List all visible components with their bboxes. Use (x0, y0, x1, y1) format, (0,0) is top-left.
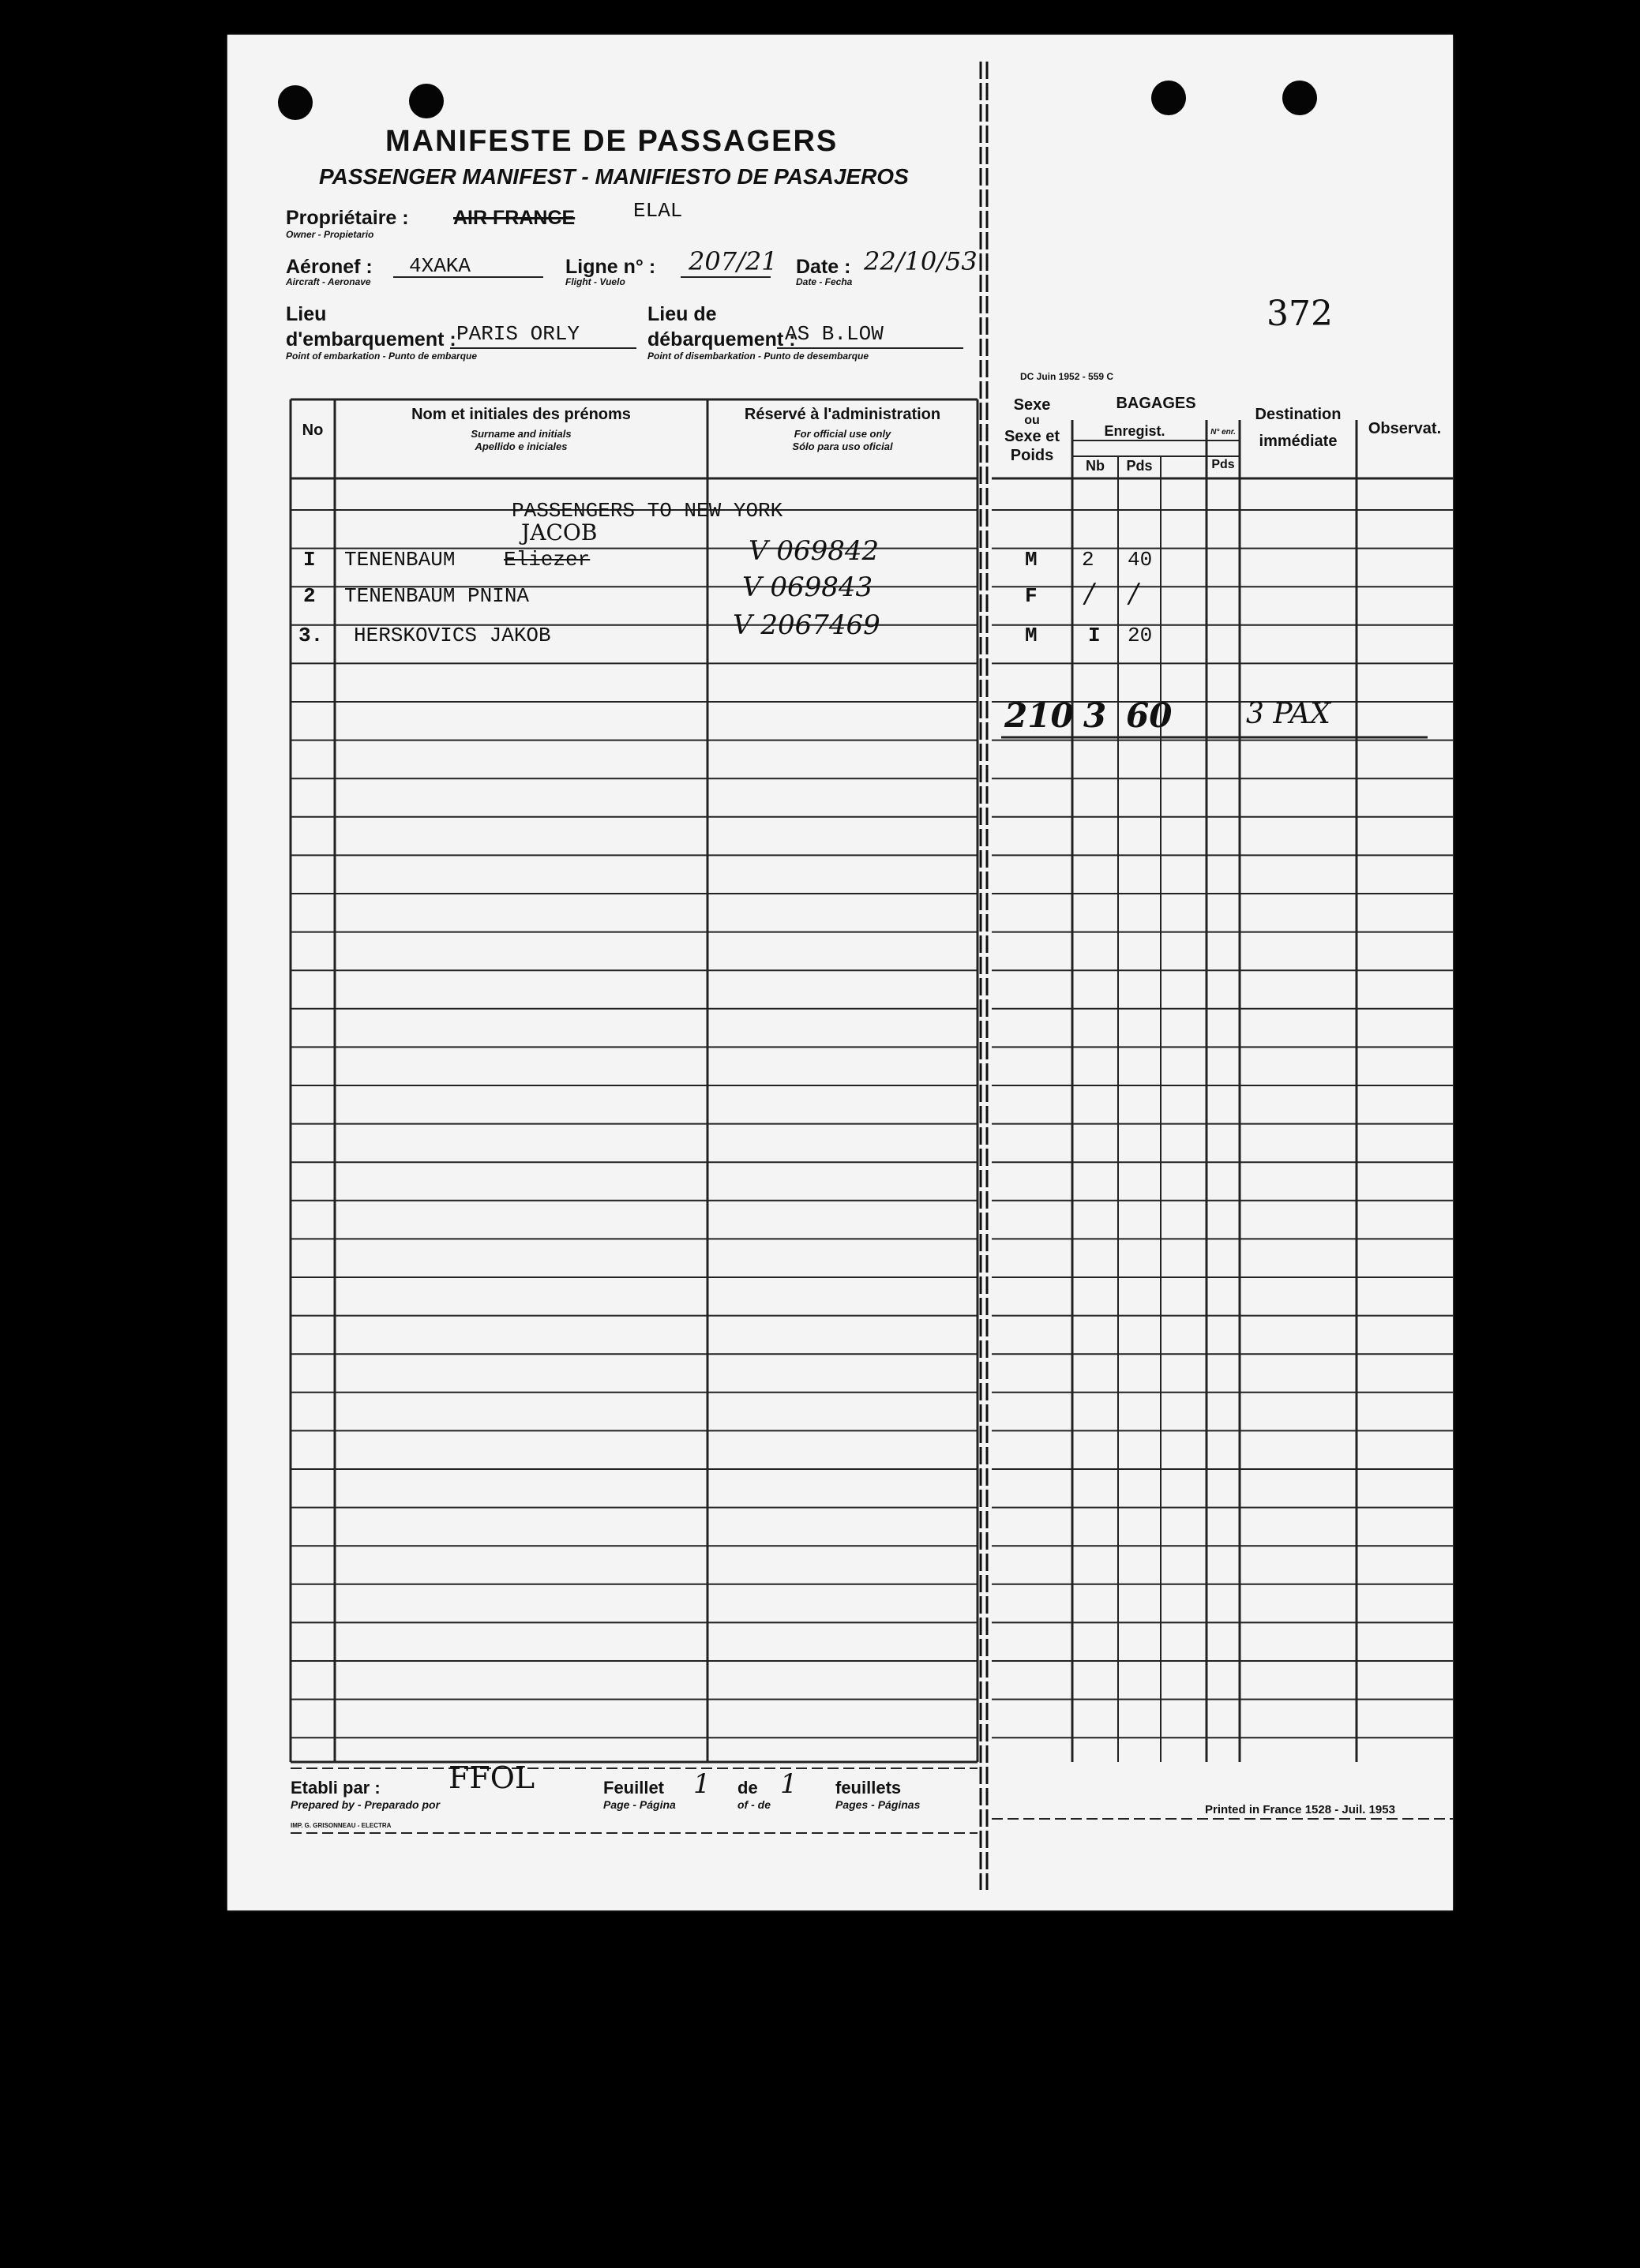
passenger-passport: V 2067469 (733, 609, 880, 641)
of-label: de (737, 1778, 758, 1798)
passenger-bag-count: 2 (1082, 548, 1094, 572)
page-stamp-number: 372 (1267, 294, 1333, 334)
col-header-admin: Réservé à l'administration (744, 406, 941, 423)
sheet-value: 1 (693, 1768, 711, 1800)
passenger-name: TENENBAUM PNINA (344, 584, 530, 608)
col-header-destination-1: Destination (1255, 406, 1342, 423)
col-header-no: No (302, 422, 324, 439)
passenger-sex: M (1025, 624, 1038, 647)
pages-sublabel: Pages - Páginas (835, 1798, 921, 1811)
passenger-no: I (303, 548, 316, 572)
passenger-bag-weight: 20 (1128, 624, 1153, 647)
col-header-registered: Enregist. (1104, 423, 1165, 439)
total-bag-count: 3 (1083, 696, 1107, 735)
owner-label: Propriétaire : (286, 207, 409, 229)
flight-sublabel: Flight - Vuelo (565, 276, 625, 287)
of-value: 1 (780, 1768, 797, 1800)
total-weight: 210 (1004, 696, 1074, 735)
manifest-sheet (227, 35, 1453, 1910)
passenger-no: 2 (303, 584, 316, 608)
owner-struck-value: AIR FRANCE (453, 207, 576, 229)
passenger-name: HERSKOVICS JAKOB (354, 624, 551, 647)
date-value: 22/10/53 (864, 246, 978, 276)
col-header-name-sub1: Surname and initials (471, 428, 572, 440)
section-note: PASSENGERS TO NEW YORK (512, 499, 783, 523)
prepared-by-signature: FFOL (448, 1760, 535, 1795)
date-sublabel: Date - Fecha (796, 276, 853, 287)
flight-label: Ligne n° : (565, 256, 656, 278)
passenger-sex: F (1025, 584, 1038, 608)
passenger-bag-weight: 40 (1128, 548, 1153, 572)
owner-sublabel: Owner - Propietario (286, 229, 374, 240)
disembark-sublabel: Point of disembarkation - Punto de desembarque (647, 351, 869, 362)
flight-value: 207/21 (689, 246, 778, 276)
col-header-sex-4: Poids (1010, 447, 1054, 464)
col-header-destination-2: immédiate (1259, 433, 1338, 450)
col-header-unreg-pds: Pds (1211, 458, 1235, 471)
printed-in-france: Printed in France 1528 - Juil. 1953 (1205, 1803, 1395, 1816)
passenger-passport: V 069842 (749, 535, 880, 567)
disembark-label-1: Lieu de (647, 303, 717, 325)
aircraft-sublabel: Aircraft - Aeronave (286, 276, 371, 287)
passenger-bag-weight: / (1129, 578, 1139, 609)
embark-value: PARIS ORLY (456, 322, 580, 346)
passenger-firstname-correction: JACOB (521, 519, 598, 545)
embark-sublabel: Point of embarkation - Punto de embarque (286, 351, 478, 362)
owner-value: ELAL (633, 199, 683, 223)
date-label: Date : (796, 256, 851, 278)
manifest-subtitle: PASSENGER MANIFEST - MANIFIESTO DE PASAJEROS (319, 164, 909, 189)
aircraft-value: 4XAKA (409, 254, 471, 278)
passenger-surname: TENENBAUM (344, 548, 456, 572)
form-code: DC Juin 1952 - 559 C (1020, 371, 1114, 382)
col-header-baggage: BAGAGES (1116, 395, 1196, 412)
col-header-name-sub2: Apellido e iniciales (475, 440, 568, 452)
of-sublabel: of - de (737, 1798, 771, 1811)
passenger-sex: M (1025, 548, 1038, 572)
col-header-sex-1: Sexe (1013, 396, 1051, 414)
col-header-sex-3: Sexe et (1004, 428, 1060, 445)
sheet-sublabel: Page - Página (603, 1798, 676, 1811)
printer-credit: IMP. G. GRISONNEAU - ELECTRA (291, 1822, 392, 1829)
prepared-by-label: Etabli par : (291, 1778, 381, 1798)
sheet-label: Feuillet (603, 1778, 665, 1798)
col-header-sex-2: ou (1024, 414, 1040, 427)
col-header-admin-sub2: Sólo para uso oficial (792, 440, 893, 452)
col-header-admin-sub1: For official use only (794, 428, 891, 440)
disembark-value: AS B.LOW (785, 322, 884, 346)
col-header-name: Nom et initiales des prénoms (411, 406, 631, 423)
aircraft-label: Aéronef : (286, 256, 373, 278)
passenger-bag-count: I (1088, 624, 1101, 647)
passenger-passport: V 069843 (742, 572, 873, 603)
pages-label: feuillets (835, 1778, 902, 1798)
col-header-remarks: Observat. (1368, 420, 1442, 437)
total-destination: 3 PAX (1246, 698, 1330, 730)
embark-label-2: d'embarquement : (286, 328, 456, 351)
prepared-by-sublabel: Prepared by - Preparado por (291, 1798, 441, 1811)
disembark-label-2: débarquement : (647, 328, 796, 351)
col-header-pds: Pds (1126, 458, 1153, 474)
embark-label-1: Lieu (286, 303, 327, 325)
col-header-nb: Nb (1086, 458, 1105, 474)
passenger-no: 3. (298, 624, 324, 647)
manifest-title: MANIFESTE DE PASSAGERS (385, 125, 839, 158)
passenger-bag-count: / (1085, 578, 1094, 609)
total-bag-weight: 60 (1126, 696, 1173, 735)
passenger-struck-firstname: Eliezer (504, 548, 591, 572)
col-header-unreg: N° enr. (1210, 428, 1236, 437)
